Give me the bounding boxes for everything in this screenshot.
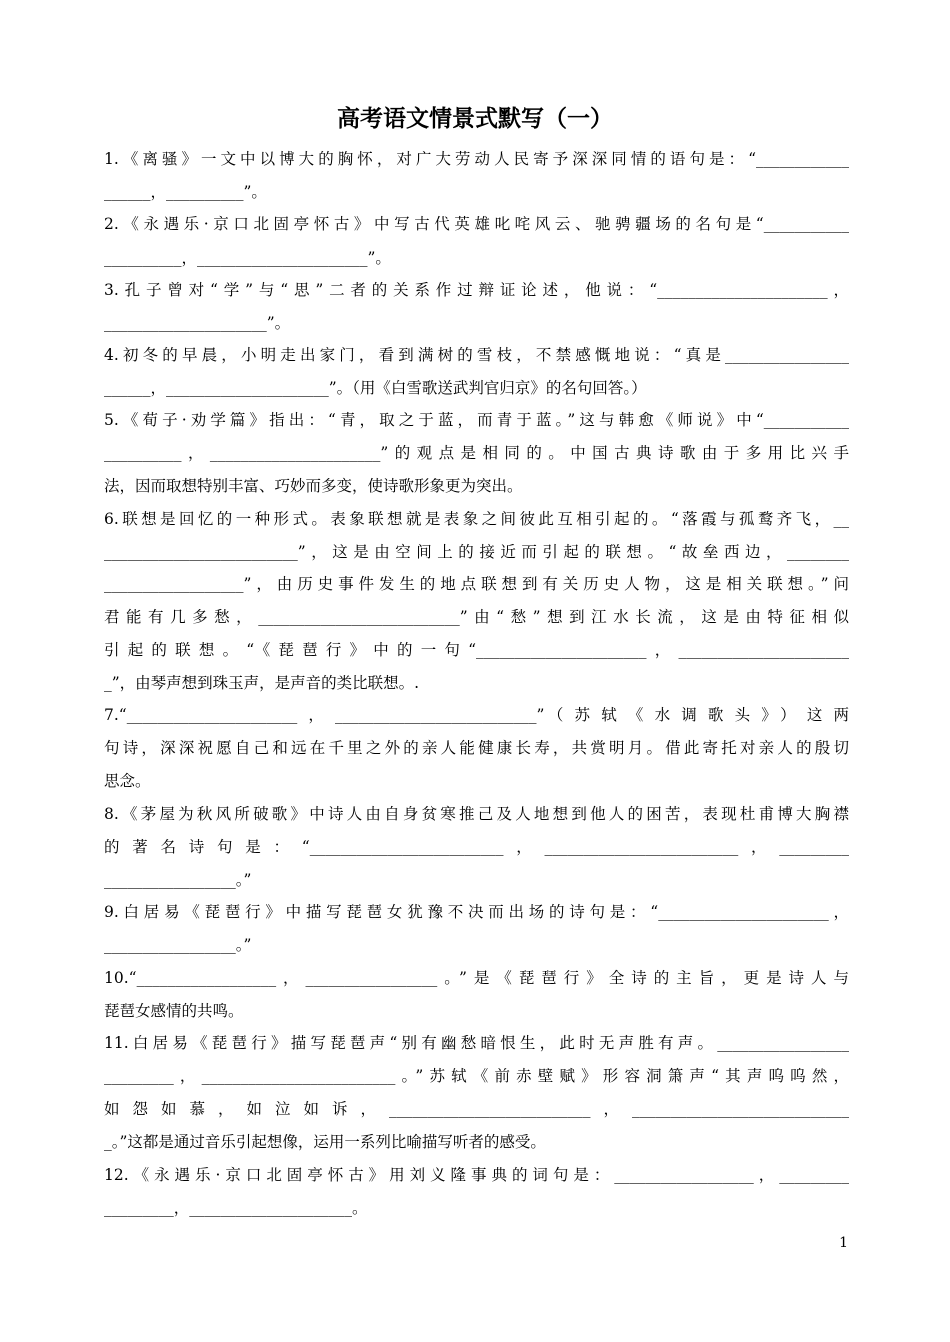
text-line: ______，__________”。 <box>104 183 267 201</box>
text-line: 法，因而取想特别丰富、巧妙而多变，使诗歌形象更为突出。 <box>104 477 523 495</box>
page-number: 1 <box>839 1235 848 1251</box>
text-line: 3.孔子曾对“学”与“思”二者的关系作过辩证论述，他说：“______________________， <box>104 281 849 299</box>
text-line: 1.《离骚》一文中以博大的胸怀，对广大劳动人民寄予深深同情的语句是：“____________ <box>104 150 849 168</box>
text-line: 12.《永遇乐·京口北固亭怀古》用刘义隆事典的词句是：__________________，_________ <box>104 1166 849 1184</box>
text-line: _”，由琴声想到珠玉声，是声音的类比联想。. <box>104 674 420 692</box>
text-line: 引起的联想。“《琵琶行》中的一句“______________________，______________________ <box>104 641 849 659</box>
text-line: 10.“__________________，_________________。”是《琵琶行》全诗的主旨，更是诗人与 <box>104 969 849 987</box>
text-line: 句诗，深深祝愿自己和远在千里之外的亲人能健康长寿，共赏明月。借此寄托对亲人的殷切 <box>104 739 849 757</box>
text-line: 8.《茅屋为秋风所破歌》中诗人由自身贫寒推己及人地想到他人的困苦，表现杜甫博大胸襟 <box>104 805 849 823</box>
text-line: _________________。” <box>104 871 252 889</box>
text-line: 6.联想是回忆的一种形式。表象联想就是表象之间彼此互相引起的。“落霞与孤鹜齐飞，__ <box>104 510 849 528</box>
page-title: 高考语文情景式默写（一） <box>337 106 613 132</box>
text-line: 11.白居易《琵琶行》描写琵琶声“别有幽愁暗恨生，此时无声胜有声。_________________ <box>104 1034 849 1052</box>
text-line: ______，_____________________”。（用《白雪歌送武判官归京》的名句回答。） <box>104 379 647 397</box>
text-line: 7.“______________________，__________________________”（苏轼《水调歌头》）这两 <box>104 706 849 724</box>
text-line: _____________________”。 <box>104 314 291 332</box>
text-line: __________________”，由历史事件发生的地点联想到有关历史人物，这是相关联想。”问 <box>104 575 849 593</box>
text-line: _________，_____________________。 <box>104 1199 368 1217</box>
text-line: 4.初冬的早晨，小明走出家门，看到满树的雪枝，不禁感慨地说：“真是________________ <box>104 346 849 364</box>
text-line: 君能有几多愁，__________________________”由“愁”想到江水长流，这是由特征相似 <box>104 608 849 626</box>
text-line: 5.《荀子·劝学篇》指出：“青，取之于蓝，而青于蓝。”这与韩愈《师说》中“___________ <box>104 411 849 429</box>
text-line: _________________。” <box>104 936 252 954</box>
text-line: 2.《永遇乐·京口北固亭怀古》中写古代英雄叱咤风云、驰骋疆场的名句是“___________ <box>104 215 849 233</box>
text-line: __________，______________________”的观点是相同的。中国古典诗歌由于多用比兴手 <box>104 444 849 462</box>
text-line: _________，_________________________。”苏轼《前赤壁赋》形容洞箫声“其声呜呜然， <box>104 1067 849 1085</box>
text-line: 如怨如慕，如泣如诉，__________________________，____________________________ <box>104 1100 849 1118</box>
text-line: 琵琶女感情的共鸣。 <box>104 1002 244 1020</box>
text-line: _。”这都是通过音乐引起想像，运用一系列比喻描写听者的感受。 <box>104 1133 546 1151</box>
text-line: __________，______________________”。 <box>104 249 391 267</box>
text-line: 的著名诗句是：“_________________________，_________________________，_________ <box>104 838 849 856</box>
text-line: 思念。 <box>104 772 151 790</box>
text-line: 9.白居易《琵琶行》中描写琵琶女犹豫不决而出场的诗句是：“______________________， <box>104 903 849 921</box>
text-line: _________________________”，这是由空间上的接近而引起的联想。“故垒西边，________ <box>104 543 849 561</box>
